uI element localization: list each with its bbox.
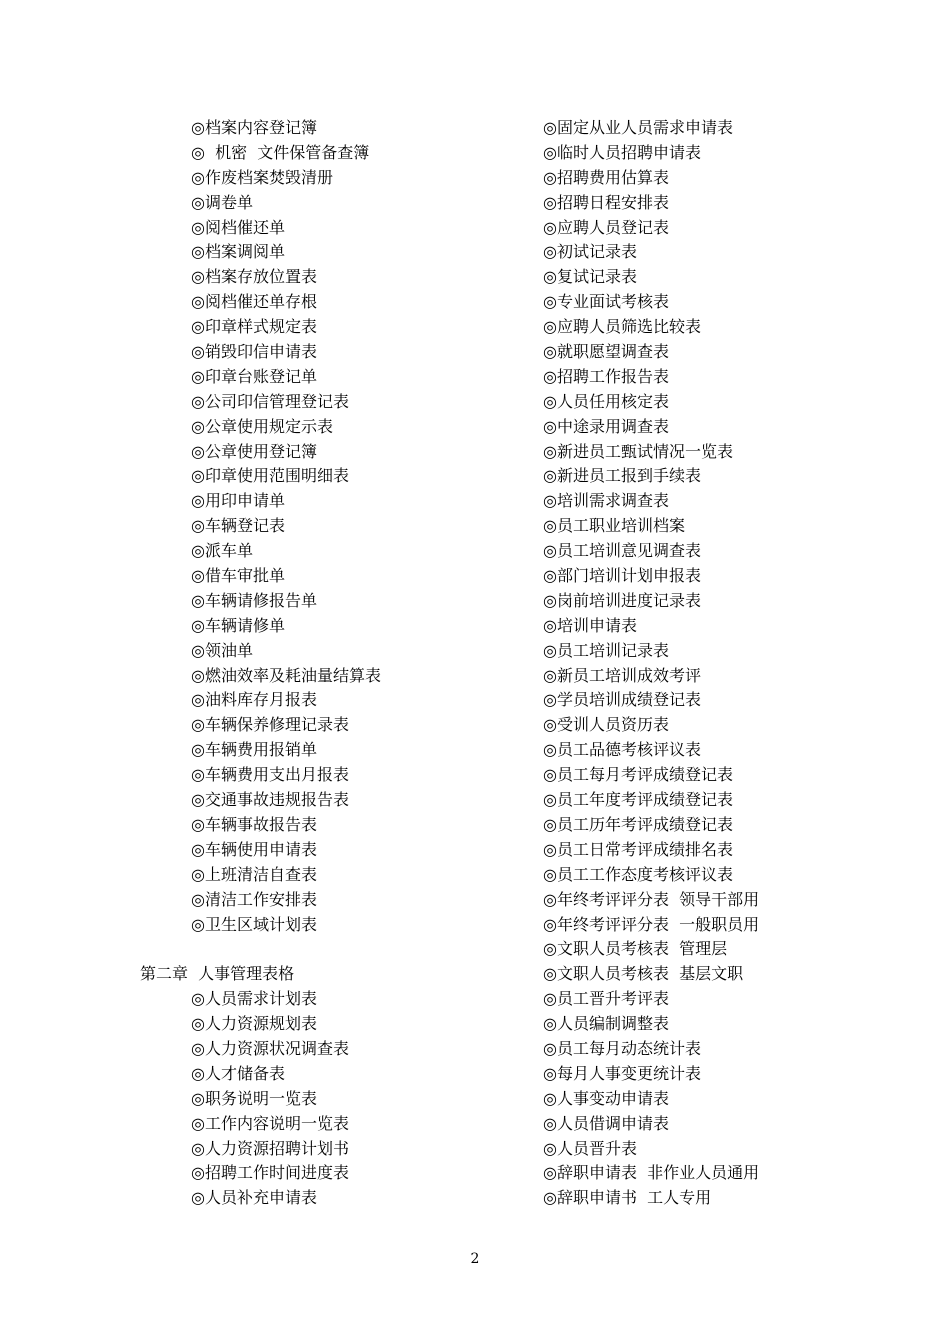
form-list-item: ◎公章使用规定示表 <box>191 416 333 436</box>
form-list-item: ◎油料库存月报表 <box>191 690 317 710</box>
form-list-item: ◎燃油效率及耗油量结算表 <box>191 665 381 685</box>
form-list-item: ◎人员编制调整表 <box>543 1014 669 1034</box>
form-list-item: ◎员工晋升考评表 <box>543 989 669 1009</box>
form-list-item: ◎专业面试考核表 <box>543 292 669 312</box>
form-list-item: ◎人员补充申请表 <box>191 1188 317 1208</box>
form-list-item: ◎交通事故违规报告表 <box>191 790 349 810</box>
form-list-item: ◎职务说明一览表 <box>191 1088 317 1108</box>
form-list-item: ◎工作内容说明一览表 <box>191 1113 349 1133</box>
form-list-item: ◎辞职申请表 非作业人员通用 <box>543 1163 760 1183</box>
form-list-item: ◎印章样式规定表 <box>191 317 317 337</box>
form-list-item: ◎档案内容登记簿 <box>191 118 317 137</box>
form-list-item: ◎年终考评评分表 领导干部用 <box>543 889 760 909</box>
form-list-item: ◎人员任用核定表 <box>543 391 669 411</box>
form-list-item: ◎人力资源规划表 <box>191 1014 317 1034</box>
form-list-item: ◎印章台账登记单 <box>191 366 317 386</box>
form-list-item: ◎车辆费用报销单 <box>191 740 317 760</box>
form-list-item: ◎应聘人员登记表 <box>543 217 669 237</box>
form-list-item: ◎员工培训意见调查表 <box>543 541 701 561</box>
form-list-item: ◎ 机密 文件保管备查簿 <box>191 142 370 162</box>
form-list-item: ◎借车审批单 <box>191 566 285 586</box>
form-list-item: ◎车辆保养修理记录表 <box>191 715 349 735</box>
form-list-item: ◎文职人员考核表 管理层 <box>543 939 728 959</box>
form-list-item: ◎招聘日程安排表 <box>543 192 669 212</box>
form-list-item: ◎人员晋升表 <box>543 1138 637 1158</box>
form-list-item: ◎招聘工作报告表 <box>543 366 669 386</box>
form-list-item: ◎员工日常考评成绩排名表 <box>543 839 733 859</box>
form-list-item: ◎员工工作态度考核评议表 <box>543 864 733 884</box>
form-list-item: ◎招聘费用估算表 <box>543 167 669 187</box>
form-list-item: ◎车辆请修单 <box>191 615 285 635</box>
form-list-item: ◎培训申请表 <box>543 615 637 635</box>
form-list-item: ◎培训需求调查表 <box>543 491 669 511</box>
form-list-item: ◎员工历年考评成绩登记表 <box>543 814 733 834</box>
form-list-item: ◎固定从业人员需求申请表 <box>543 118 733 137</box>
form-list-item: ◎档案存放位置表 <box>191 267 317 287</box>
form-list-item: ◎用印申请单 <box>191 491 285 511</box>
form-list-item: ◎员工培训记录表 <box>543 640 669 660</box>
form-list-item: ◎员工职业培训档案 <box>543 516 685 536</box>
form-list-item: ◎中途录用调查表 <box>543 416 669 436</box>
form-list-item: ◎新进员工甄试情况一览表 <box>543 441 733 461</box>
form-list-item: ◎受训人员资历表 <box>543 715 669 735</box>
form-list-item: ◎员工品德考核评议表 <box>543 740 701 760</box>
form-list-item: ◎部门培训计划申报表 <box>543 566 701 586</box>
form-list-item: ◎新员工培训成效考评 <box>543 665 701 685</box>
form-list-item: ◎印章使用范围明细表 <box>191 466 349 486</box>
form-list-item: ◎初试记录表 <box>543 242 637 262</box>
form-list-item: ◎临时人员招聘申请表 <box>543 142 701 162</box>
form-list-item: ◎员工每月考评成绩登记表 <box>543 765 733 785</box>
form-list-item: ◎车辆事故报告表 <box>191 814 317 834</box>
form-list-item: ◎辞职申请书 工人专用 <box>543 1188 712 1208</box>
form-list-item: ◎人事变动申请表 <box>543 1088 669 1108</box>
form-list-item: ◎岗前培训进度记录表 <box>543 590 701 610</box>
form-list-item: ◎员工年度考评成绩登记表 <box>543 790 733 810</box>
form-list-item: ◎车辆登记表 <box>191 516 285 536</box>
form-list-item: ◎年终考评评分表 一般职员用 <box>543 914 760 934</box>
form-list-item: ◎车辆费用支出月报表 <box>191 765 349 785</box>
form-list-item: ◎领油单 <box>191 640 253 660</box>
blank-line <box>140 937 520 962</box>
form-list-item: ◎公章使用登记簿 <box>191 441 317 461</box>
form-list-item: ◎员工每月动态统计表 <box>543 1038 701 1058</box>
form-list-item: ◎应聘人员筛选比较表 <box>543 317 701 337</box>
form-list-item: ◎调卷单 <box>191 192 253 212</box>
page-number: 2 <box>470 1251 480 1267</box>
form-list-item: ◎上班清洁自查表 <box>191 864 317 884</box>
form-list-item: ◎档案调阅单 <box>191 242 285 262</box>
form-list-item: ◎公司印信管理登记表 <box>191 391 349 411</box>
form-list-item: ◎招聘工作时间进度表 <box>191 1163 349 1183</box>
form-list-item: ◎新进员工报到手续表 <box>543 466 701 486</box>
left-column-list <box>140 116 520 1211</box>
form-list-item: ◎就职愿望调查表 <box>543 342 669 362</box>
form-list-item: ◎阅档催还单存根 <box>191 292 317 312</box>
form-list-item: ◎人员借调申请表 <box>543 1113 669 1133</box>
chapter-heading: 第二章 人事管理表格 <box>140 964 295 984</box>
form-list-item: ◎人力资源招聘计划书 <box>191 1138 349 1158</box>
form-list-item: ◎阅档催还单 <box>191 217 285 237</box>
form-list-item: ◎车辆使用申请表 <box>191 839 317 859</box>
form-list-item: ◎学员培训成绩登记表 <box>543 690 701 710</box>
form-list-item: ◎人员需求计划表 <box>191 989 317 1009</box>
form-list-item: ◎销毁印信申请表 <box>191 342 317 362</box>
form-list-item: ◎人力资源状况调查表 <box>191 1038 349 1058</box>
form-list-item: ◎人才储备表 <box>191 1063 285 1083</box>
form-list-item: ◎文职人员考核表 基层文职 <box>543 964 744 984</box>
form-list-item: ◎车辆请修报告单 <box>191 590 317 610</box>
form-list-item: ◎作废档案焚毁清册 <box>191 167 333 187</box>
form-list-item: ◎派车单 <box>191 541 253 561</box>
right-column-list <box>543 116 923 1211</box>
form-list-item: ◎每月人事变更统计表 <box>543 1063 701 1083</box>
form-list-item: ◎清洁工作安排表 <box>191 889 317 909</box>
form-list-item: ◎复试记录表 <box>543 267 637 287</box>
form-list-item: ◎卫生区域计划表 <box>191 914 317 934</box>
